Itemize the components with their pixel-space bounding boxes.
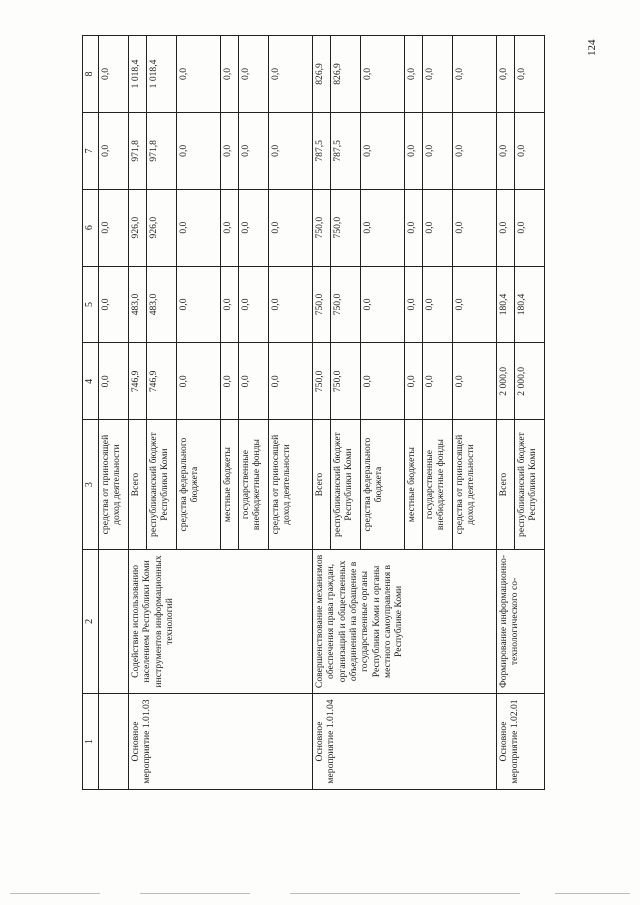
value-cell: 0,0 bbox=[405, 36, 423, 113]
value-cell: 0,0 bbox=[423, 266, 453, 343]
funding-source-cell: республиканский бюджет Республики Коми bbox=[147, 420, 177, 550]
activity-code-cell bbox=[99, 693, 129, 789]
value-cell: 483,0 bbox=[147, 266, 177, 343]
value-cell: 0,0 bbox=[269, 266, 313, 343]
value-cell: 0,0 bbox=[515, 36, 545, 113]
value-cell: 0,0 bbox=[453, 343, 497, 420]
activity-code-cell: Основное мероприятие 1.01.04 bbox=[313, 693, 497, 789]
page-number: 124 bbox=[586, 39, 598, 56]
header-cell: 3 bbox=[83, 420, 99, 550]
value-cell: 787,5 bbox=[331, 112, 361, 189]
value-cell: 0,0 bbox=[177, 266, 221, 343]
header-cell: 2 bbox=[83, 549, 99, 693]
value-cell: 0,0 bbox=[99, 189, 129, 266]
funding-source-cell: Всего bbox=[313, 420, 331, 550]
table-row bbox=[313, 36, 331, 790]
header-cell: 8 bbox=[83, 36, 99, 113]
funding-source-cell: республиканский бюджет Республики Коми bbox=[515, 420, 545, 550]
value-cell: 0,0 bbox=[497, 112, 515, 189]
value-cell: 0,0 bbox=[423, 36, 453, 113]
value-cell: 0,0 bbox=[239, 112, 269, 189]
funding-source-cell: средства от приносящей доход деятельности bbox=[99, 420, 129, 550]
value-cell: 0,0 bbox=[221, 112, 239, 189]
activity-code-cell: Основное мероприятие 1.02.01 bbox=[497, 693, 545, 789]
value-cell: 0,0 bbox=[423, 343, 453, 420]
value-cell: 0,0 bbox=[361, 266, 405, 343]
value-cell: 0,0 bbox=[269, 343, 313, 420]
scan-edge-line bbox=[140, 893, 250, 894]
funding-source-cell: Всего bbox=[497, 420, 515, 550]
value-cell: 826,9 bbox=[313, 36, 331, 113]
value-cell: 0,0 bbox=[239, 266, 269, 343]
value-cell: 0,0 bbox=[269, 112, 313, 189]
value-cell: 750,0 bbox=[313, 266, 331, 343]
header-cell: 7 bbox=[83, 112, 99, 189]
value-cell: 0,0 bbox=[497, 36, 515, 113]
value-cell: 746,9 bbox=[129, 343, 147, 420]
value-cell: 0,0 bbox=[515, 189, 545, 266]
value-cell: 0,0 bbox=[269, 36, 313, 113]
value-cell: 971,8 bbox=[147, 112, 177, 189]
funding-source-cell: местные бюджеты bbox=[405, 420, 423, 550]
value-cell: 750,0 bbox=[313, 343, 331, 420]
value-cell: 180,4 bbox=[515, 266, 545, 343]
header-cell: 5 bbox=[83, 266, 99, 343]
value-cell: 0,0 bbox=[221, 266, 239, 343]
value-cell: 0,0 bbox=[423, 189, 453, 266]
header-cell: 1 bbox=[83, 693, 99, 789]
scan-edge-line bbox=[555, 893, 630, 894]
funding-source-cell: государственные внебюджетные фонды bbox=[423, 420, 453, 550]
value-cell: 0,0 bbox=[239, 189, 269, 266]
value-cell: 750,0 bbox=[313, 189, 331, 266]
value-cell: 0,0 bbox=[453, 36, 497, 113]
value-cell: 0,0 bbox=[221, 343, 239, 420]
funding-source-cell: средства от приносящей доход деятельности bbox=[453, 420, 497, 550]
funding-source-cell: средства федерального бюджета bbox=[361, 420, 405, 550]
value-cell: 787,5 bbox=[313, 112, 331, 189]
value-cell: 0,0 bbox=[361, 189, 405, 266]
value-cell: 0,0 bbox=[177, 36, 221, 113]
value-cell: 1 018,4 bbox=[147, 36, 177, 113]
activity-name-cell: Формирование информационно-технологического со- bbox=[497, 549, 545, 693]
value-cell: 0,0 bbox=[515, 112, 545, 189]
value-cell: 0,0 bbox=[221, 36, 239, 113]
table-row bbox=[99, 36, 129, 790]
value-cell: 0,0 bbox=[99, 266, 129, 343]
budget-table bbox=[82, 35, 545, 790]
value-cell: 926,0 bbox=[129, 189, 147, 266]
value-cell: 0,0 bbox=[405, 189, 423, 266]
rotated-table-wrapper bbox=[82, 35, 539, 790]
value-cell: 0,0 bbox=[497, 189, 515, 266]
value-cell: 1 018,4 bbox=[129, 36, 147, 113]
scan-edge-line bbox=[290, 893, 520, 894]
value-cell: 0,0 bbox=[99, 36, 129, 113]
header-cell: 6 bbox=[83, 189, 99, 266]
value-cell: 0,0 bbox=[361, 343, 405, 420]
value-cell: 0,0 bbox=[239, 343, 269, 420]
value-cell: 0,0 bbox=[99, 343, 129, 420]
value-cell: 0,0 bbox=[361, 36, 405, 113]
activity-name-cell: Содействие использованию населением Республики Коми инструментов информационных технологий bbox=[129, 549, 313, 693]
funding-source-cell: государственные внебюджетные фонды bbox=[239, 420, 269, 550]
value-cell: 0,0 bbox=[361, 112, 405, 189]
value-cell: 0,0 bbox=[221, 189, 239, 266]
value-cell: 0,0 bbox=[99, 112, 129, 189]
funding-source-cell: республиканский бюджет Республики Коми bbox=[331, 420, 361, 550]
value-cell: 483,0 bbox=[129, 266, 147, 343]
value-cell: 0,0 bbox=[269, 189, 313, 266]
value-cell: 746,9 bbox=[147, 343, 177, 420]
value-cell: 0,0 bbox=[177, 112, 221, 189]
value-cell: 750,0 bbox=[331, 189, 361, 266]
table-row bbox=[129, 36, 147, 790]
activity-code-cell: Основное мероприятие 1.01.03 bbox=[129, 693, 313, 789]
value-cell: 180,4 bbox=[497, 266, 515, 343]
value-cell: 0,0 bbox=[405, 112, 423, 189]
value-cell: 926,0 bbox=[147, 189, 177, 266]
funding-source-cell: средства федерального бюджета bbox=[177, 420, 221, 550]
activity-name-cell: Совершенствование механизмов обеспечения права граждан, организаций и общественных объединений на обращение в государственные органы Республики Коми и органы местного самоуправления в Республике Коми bbox=[313, 549, 497, 693]
value-cell: 750,0 bbox=[331, 343, 361, 420]
activity-name-cell bbox=[99, 549, 129, 693]
table-row bbox=[497, 36, 515, 790]
value-cell: 0,0 bbox=[177, 343, 221, 420]
scan-edge-line bbox=[10, 893, 100, 894]
value-cell: 2 000,0 bbox=[497, 343, 515, 420]
value-cell: 2 000,0 bbox=[515, 343, 545, 420]
value-cell: 0,0 bbox=[405, 266, 423, 343]
funding-source-cell: местные бюджеты bbox=[221, 420, 239, 550]
value-cell: 0,0 bbox=[453, 112, 497, 189]
funding-source-cell: Всего bbox=[129, 420, 147, 550]
value-cell: 971,8 bbox=[129, 112, 147, 189]
value-cell: 0,0 bbox=[177, 189, 221, 266]
value-cell: 0,0 bbox=[423, 112, 453, 189]
header-cell: 4 bbox=[83, 343, 99, 420]
value-cell: 0,0 bbox=[405, 343, 423, 420]
value-cell: 0,0 bbox=[453, 266, 497, 343]
header-row bbox=[83, 36, 99, 790]
value-cell: 750,0 bbox=[331, 266, 361, 343]
value-cell: 0,0 bbox=[453, 189, 497, 266]
value-cell: 826,9 bbox=[331, 36, 361, 113]
value-cell: 0,0 bbox=[239, 36, 269, 113]
funding-source-cell: средства от приносящей доход деятельности bbox=[269, 420, 313, 550]
